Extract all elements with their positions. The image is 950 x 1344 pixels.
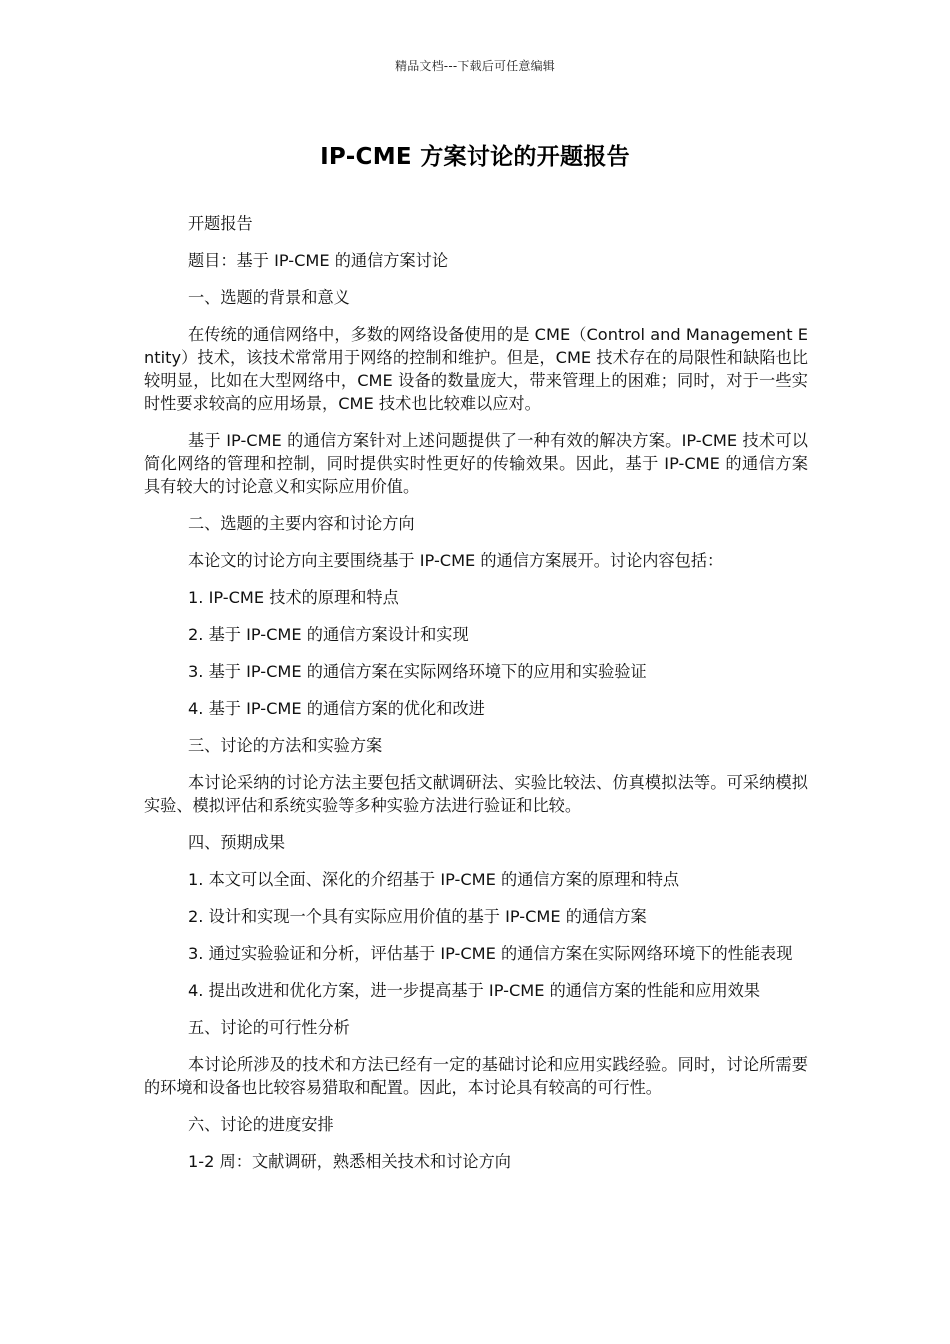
paragraph-feasibility: 本讨论所涉及的技术和方法已经有一定的基础讨论和应用实践经验。同时，讨论所需要的环境和设备也比较容易猎取和配置。因此，本讨论具有较高的可行性。 xyxy=(144,1055,808,1097)
document-title: IP-CME 方案讨论的开题报告 xyxy=(320,144,630,170)
document-body xyxy=(144,212,808,1187)
paragraph-topic: 题目：基于 IP-CME 的通信方案讨论 xyxy=(188,251,449,270)
list-item: 2. 设计和实现一个具有实际应用价值的基于 IP-CME 的通信方案 xyxy=(188,907,647,926)
list-item: 1. IP-CME 技术的原理和特点 xyxy=(188,588,399,607)
list-item: 2. 基于 IP-CME 的通信方案设计和实现 xyxy=(188,625,469,644)
paragraph-methods: 本讨论采纳的讨论方法主要包括文献调研法、实验比较法、仿真模拟法等。可采纳模拟实验、模拟评估和系统实验等多种实验方法进行验证和比较。 xyxy=(144,773,808,815)
paragraph-report-label: 开题报告 xyxy=(188,214,253,233)
list-item: 4. 提出改进和优化方案，进一步提高基于 IP-CME 的通信方案的性能和应用效果 xyxy=(188,981,761,1000)
header-note: 精品文档---下载后可任意编辑 xyxy=(395,59,555,73)
section-heading-background: 一、选题的背景和意义 xyxy=(188,288,350,307)
section-heading-feasibility: 五、讨论的可行性分析 xyxy=(188,1018,350,1037)
paragraph-content-intro: 本论文的讨论方向主要围绕基于 IP-CME 的通信方案展开。讨论内容包括： xyxy=(188,551,724,570)
list-item: 1. 本文可以全面、深化的介绍基于 IP-CME 的通信方案的原理和特点 xyxy=(188,870,680,889)
section-heading-schedule: 六、讨论的进度安排 xyxy=(188,1115,334,1134)
paragraph-background: 在传统的通信网络中，多数的网络设备使用的是 CME（Control and Management Entity）技术，该技术常常用于网络的控制和维护。但是，CME 技术存在的局限性和缺陷也比较明显，比如在大型网络中，CME 设备的数量庞大，带来管理上的困难；同时，对于一些实时性要求较高的应用场景，CME 技术也比较难以应对。 xyxy=(144,325,808,413)
paragraph-solution: 基于 IP-CME 的通信方案针对上述问题提供了一种有效的解决方案。IP-CME 技术可以简化网络的管理和控制，同时提供实时性更好的传输效果。因此，基于 IP-CME 的通信方案具有较大的讨论意义和实际应用价值。 xyxy=(144,431,808,496)
schedule-item: 1-2 周：文献调研，熟悉相关技术和讨论方向 xyxy=(188,1152,511,1171)
section-heading-outcomes: 四、预期成果 xyxy=(188,833,286,852)
list-item: 4. 基于 IP-CME 的通信方案的优化和改进 xyxy=(188,699,485,718)
list-item: 3. 通过实验验证和分析，评估基于 IP-CME 的通信方案在实际网络环境下的性能表现 xyxy=(188,944,793,963)
section-heading-content: 二、选题的主要内容和讨论方向 xyxy=(188,514,415,533)
list-item: 3. 基于 IP-CME 的通信方案在实际网络环境下的应用和实验验证 xyxy=(188,662,647,681)
section-heading-methods: 三、讨论的方法和实验方案 xyxy=(188,736,383,755)
